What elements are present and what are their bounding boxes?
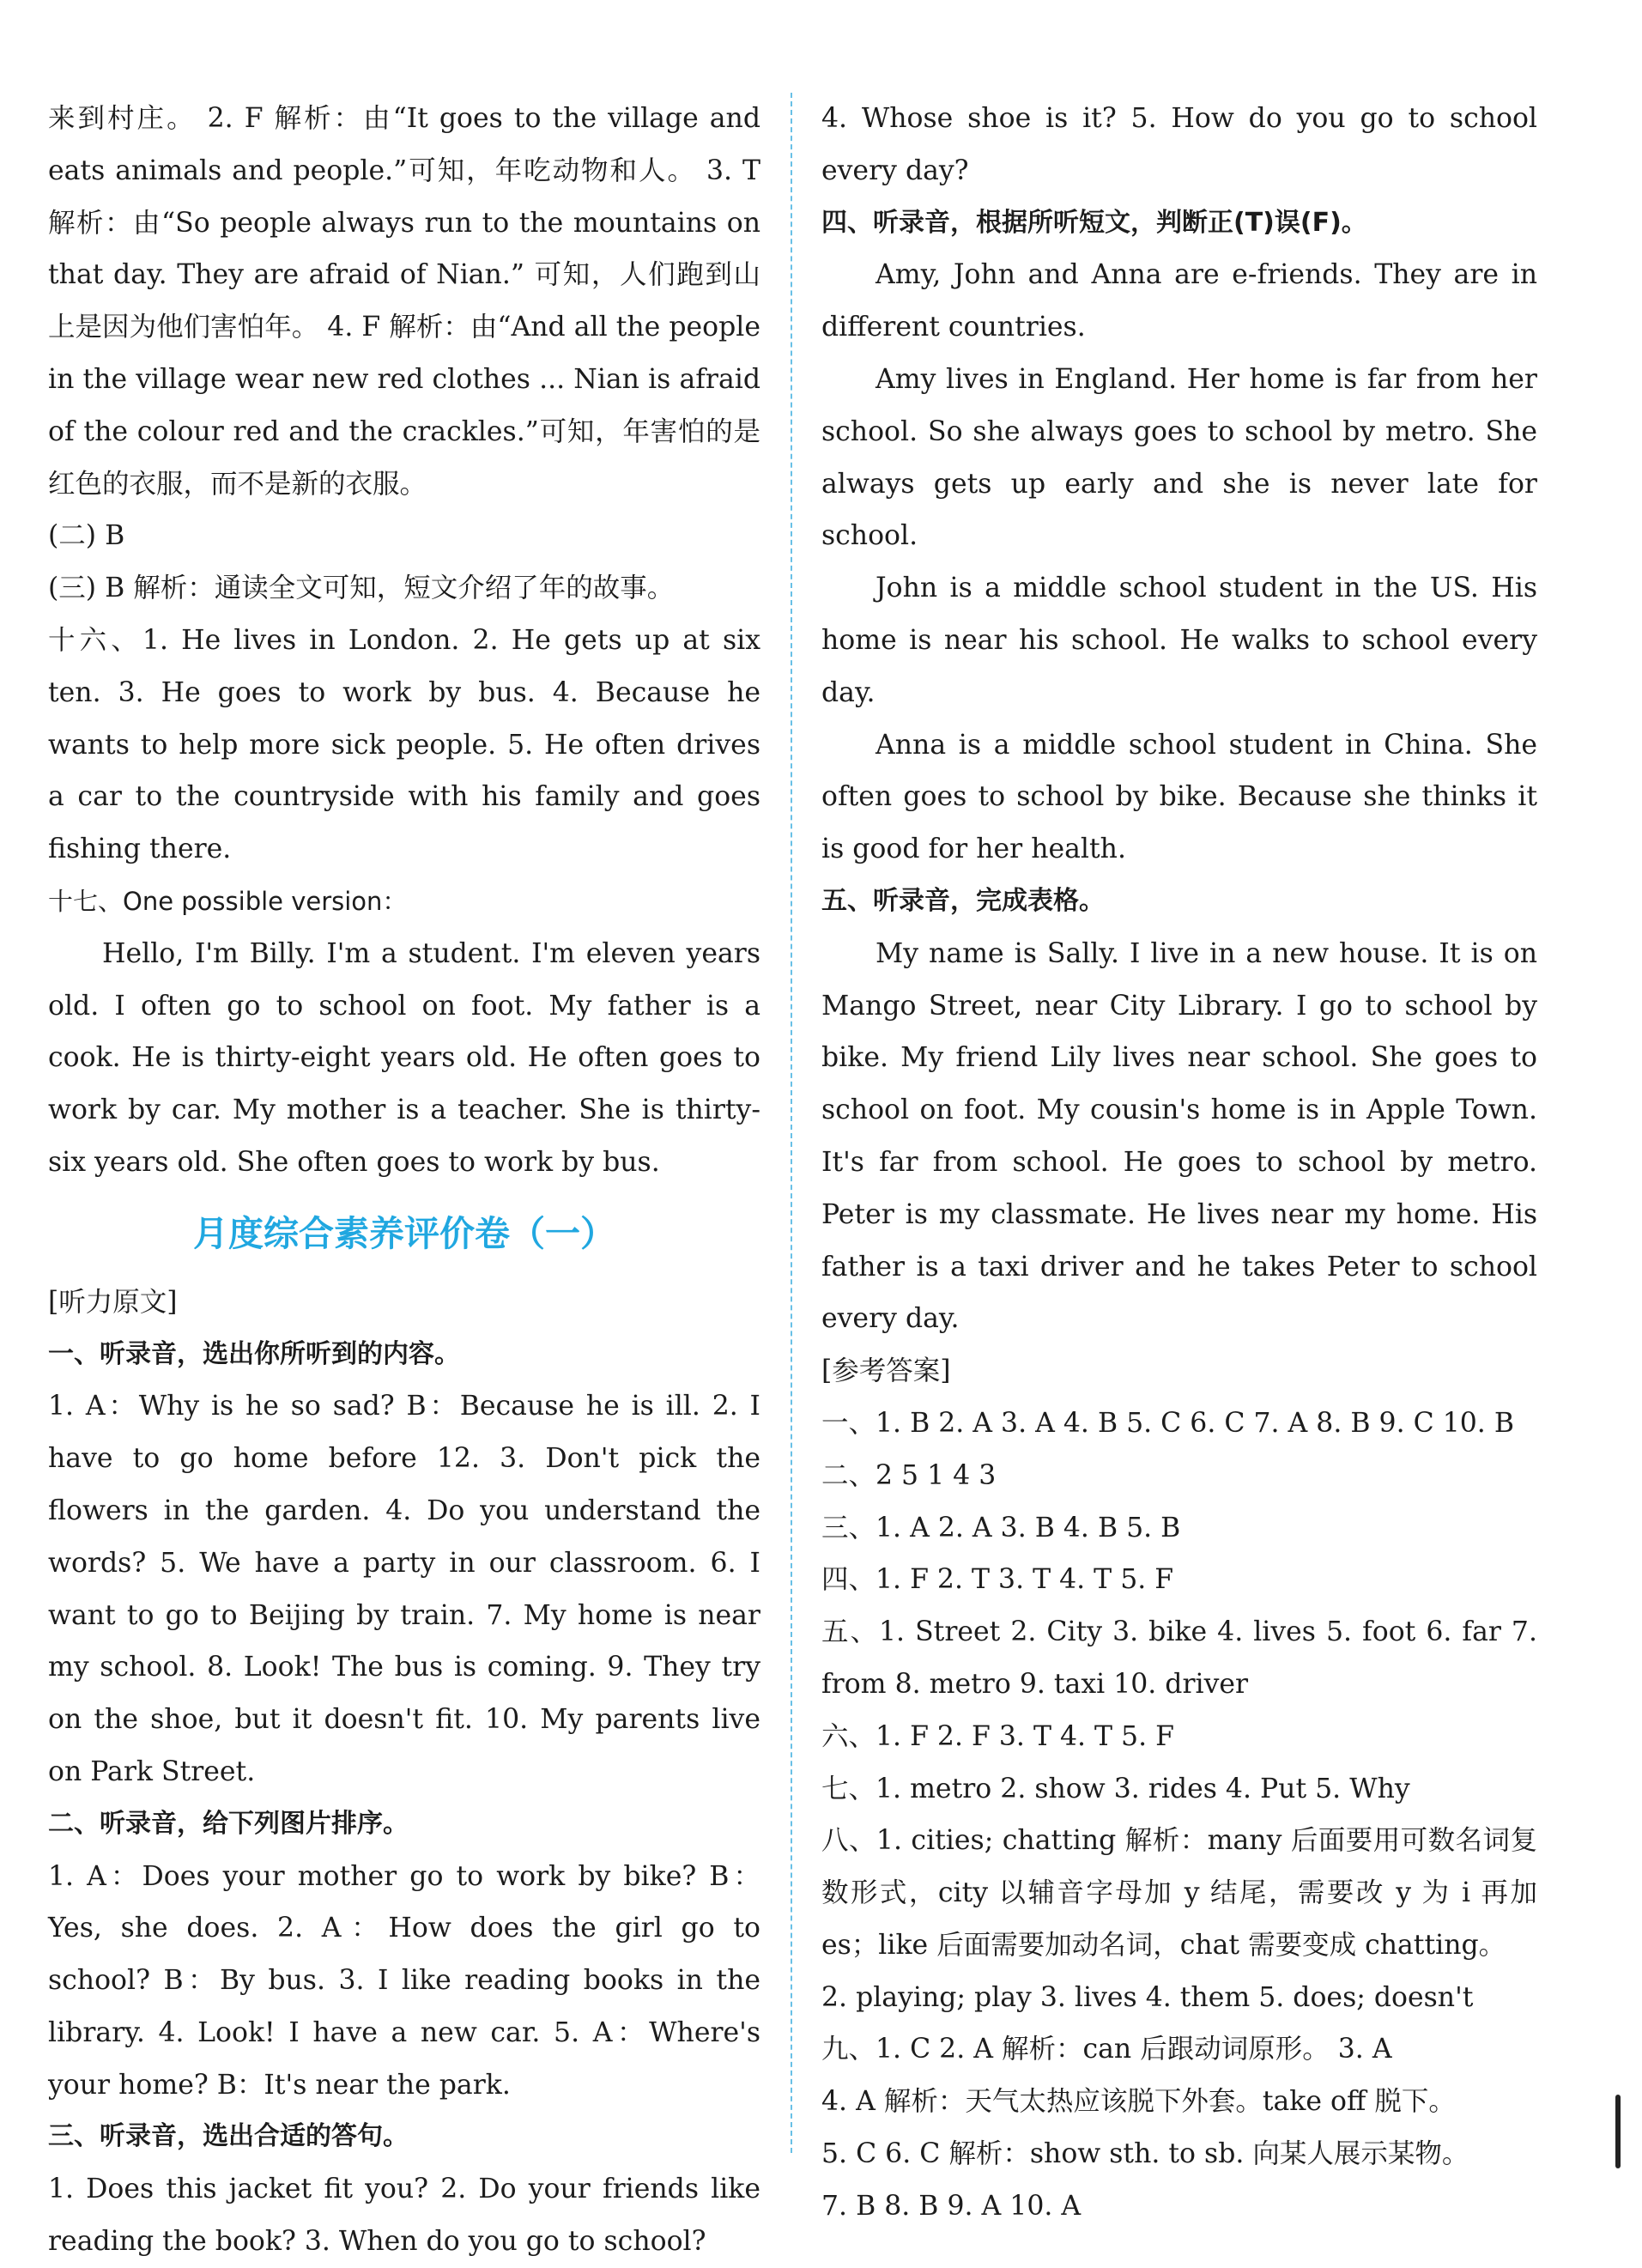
answers-part-2: 二、2 5 1 4 3 (821, 1459, 997, 1491)
page-edge-mark (1615, 2095, 1621, 2168)
answers-part-9: 九、1. C 2. A 解析：can 后跟动词原形。 3. A (821, 2034, 1392, 2065)
answers-part-9-q7-10: 7. B 8. B 9. A 10. A (821, 2190, 1082, 2222)
listening-part-5-heading: 五、听录音，完成表格。 (821, 885, 1105, 916)
listening-part-3-heading: 三、听录音，选出合适的答句。 (48, 2121, 409, 2152)
listening-part-1-script: 1. A：Why is he so sad? B：Because he is ill. 2. I have to go home before 12. 3. Don't pick the flowers in the garden. 4. Do you understand the words? 5. We have a party in our classroom. 6. I want to go to Beijing by train. 7. My home is near my school. 8. Look! The bus is coming. 9. They try on the shoe, but it doesn't fit. 10. My parents live on Park Street. (48, 1391, 760, 1787)
passage-sally: My name is Sally. I live in a new house. It is on Mango Street, near City Library. I go to school by bike. My friend Lily lives near school. She goes to school on foot. My cousin's home is in Apple Town. It's far from school. He goes to school by metro. Peter is my classmate. He lives near my home. His father is a taxi driver and he takes Peter to school every day. (821, 937, 1537, 1335)
section-17-heading: 十七、One possible version： (48, 886, 408, 916)
reference-answers-label: [参考答案] (821, 1355, 951, 1387)
passage-paragraph-3: John is a middle school student in the US. His home is near his school. He walks to school every day. (821, 573, 1537, 708)
answers-part-8-cont: 2. playing; play 3. lives 4. them 5. does; doesn't (821, 1981, 1474, 2013)
page-title: 月度综合素养评价卷（一） (193, 1212, 615, 1254)
listening-part-2-heading: 二、听录音，给下列图片排序。 (48, 1808, 409, 1839)
answers-part-8: 八、1. cities; chatting 解析：many 后面要用可数名词复数形式，city 以辅音字母加 y 结尾，需要改 y 为 i 再加 es；like 后面需要加动名词，chat 需要变成 chatting。 (821, 1825, 1537, 1961)
answers-part-5: 五、1. Street 2. City 3. bike 4. lives 5. foot 6. far 7. from 8. metro 9. taxi 10. driver (821, 1616, 1537, 1700)
answer-2: (二) B (48, 520, 125, 552)
answer-3: (三) B 解析：通读全文可知，短文介绍了年的故事。 (48, 573, 675, 604)
answers-part-9-q5-6: 5. C 6. C 解析：show sth. to sb. 向某人展示某物。 (821, 2138, 1469, 2170)
column-divider (791, 93, 792, 2153)
answer-explanation-nian: 来到村庄。 2. F 解析：由“It goes to the village and eats animals and people.”可知，年吃动物和人。 3. T 解析：由“So people always run to the mountains on that day. They are afraid of Nian.” 可知，人们跑到山上是因为他们害怕年。 4. F 解析：由“And all the people in the village wear new red clothes ... Nian is afraid of the colour red and the crackles.”可知，年害怕的是红色的衣服，而不是新的衣服。 (48, 103, 760, 500)
answer-section-16: 十六、1. He lives in London. 2. He gets up at six ten. 3. He goes to work by bus. 4. Because he wants to help more sick people. 5. He often drives a car to the countryside with his family and goes fishing there. (48, 624, 760, 865)
listening-part-4-heading: 四、听录音，根据所听短文，判断正(T)误(F)。 (821, 207, 1367, 238)
listening-part-1-heading: 一、听录音，选出你所听到的内容。 (48, 1338, 460, 1369)
answers-part-6: 六、1. F 2. F 3. T 4. T 5. F (821, 1720, 1174, 1752)
listening-script-label: [听力原文] (48, 1286, 178, 1318)
sample-essay: Hello, I'm Billy. I'm a student. I'm eleven years old. I often go to school on foot. My father is a cook. He is thirty-eight years old. He often goes to work by car. My mother is a teacher. She is thirty-six years old. She often goes to work by bus. (48, 937, 760, 1178)
passage-paragraph-1: Amy, John and Anna are e-friends. They are in different countries. (821, 259, 1537, 343)
left-column (48, 93, 760, 2268)
passage-paragraph-4: Anna is a middle school student in China. She often goes to school by bike. Because she thinks it is good for her health. (821, 729, 1537, 865)
passage-paragraph-2: Amy lives in England. Her home is far from her school. So she always goes to school by metro. She always gets up early and she is never late for school. (821, 363, 1537, 552)
listening-part-2-script: 1. A：Does your mother go to work by bike? B：Yes, she does. 2. A：How does the girl go to school? B：By bus. 3. I like reading books in the library. 4. Look! I have a new car. 5. A：Where's your home? B：It's near the park. (48, 1860, 760, 2101)
answers-part-7: 七、1. metro 2. show 3. rides 4. Put 5. Why (821, 1773, 1410, 1804)
answers-part-3: 三、1. A 2. A 3. B 4. B 5. B (821, 1512, 1181, 1543)
right-column (821, 93, 1537, 2233)
answers-part-4: 四、1. F 2. T 3. T 4. T 5. F (821, 1564, 1174, 1596)
answers-part-9-q4: 4. A 解析：天气太热应该脱下外套。take off 脱下。 (821, 2086, 1456, 2118)
listening-part-3-script-cont: 4. Whose shoe is it? 5. How do you go to school every day? (821, 103, 1537, 186)
answers-part-1: 一、1. B 2. A 3. A 4. B 5. C 6. C 7. A 8. B 9. C 10. B (821, 1407, 1514, 1439)
listening-part-3-script: 1. Does this jacket fit you? 2. Do your friends like reading the book? 3. When do you go to school? (48, 2174, 760, 2258)
